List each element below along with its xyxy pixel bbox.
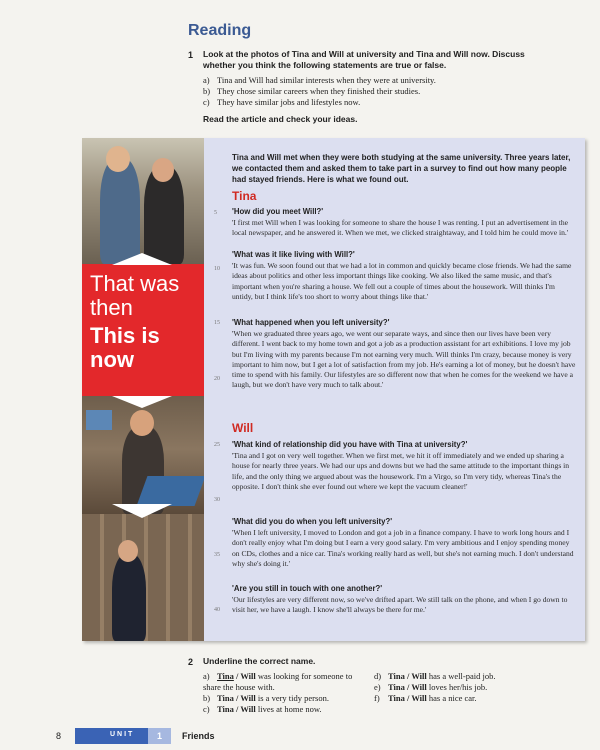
q1-option-c: c) They have similar jobs and lifestyles now. (203, 97, 361, 107)
section-title: Reading (188, 22, 252, 39)
question-2-number: 2 (188, 657, 194, 667)
question-2-text: Underline the correct name. (203, 656, 316, 666)
question-1-number: 1 (188, 50, 194, 60)
q1-option-b: b) They chose similar careers when they finished their studies. (203, 86, 421, 96)
arrow-down-icon (112, 504, 172, 518)
photo-university (82, 138, 204, 264)
line-number: 25 (214, 442, 220, 448)
article-intro: Tina and Will met when they were both studying at the same university. Three years later, we contacted them and asked them to take part in a survey to find out how many people had stayed friends. Here is what we found out. (232, 153, 571, 184)
q1-option-a: a) Tina and Will had similar interests when they were at university. (203, 75, 436, 85)
line-number: 30 (214, 497, 220, 503)
photo-tina-now (82, 396, 204, 514)
tina-answer-3: 'When we graduated three years ago, we went our separate ways, and since then our lives have been very different. I went back to my home town and got a job as a production assistant for art exhibitions. I love my job but I'm living with my parents because I'm not earning very much. Will thinks I'm crazy, because money is very important to him now, but I get a lot of satisfaction from my job. He's earning a lot of money, but he doesn't have time to spend with his family. Our lifestyles are so different now that when he comes for the weekend we have a laugh, but we don't have very much to talk about.' (232, 329, 576, 390)
unit-label: UNIT (110, 731, 135, 738)
will-question-1: 'What kind of relationship did you have with Tina at university?' (232, 440, 468, 449)
q2-option-a: a) Tina / Will was looking for someone to share the house with. (203, 671, 353, 692)
tina-answer-2: 'It was fun. We soon found out that we had a lot in common and quickly became close friends. We had the same ideas about politics and other less important things like cooking. We also liked the same music, and that's important when you're sharing a house. We fell out a couple of times about the housework. Will thinks I'm untidy, but I think life's too short to worry about things like that.' (232, 261, 572, 301)
unit-title: Friends (182, 731, 215, 741)
will-question-2: 'What did you do when you left university?' (232, 517, 393, 526)
arrow-up-icon (112, 253, 172, 265)
tina-question-1: 'How did you meet Will?' (232, 207, 324, 216)
will-heading: Will (232, 421, 254, 435)
line-number: 35 (214, 552, 220, 558)
q2-option-d: d) Tina / Will has a well-paid job. (374, 671, 496, 681)
q2-option-c: c) Tina / Will lives at home now. (203, 704, 322, 714)
arrow-down-icon (112, 396, 172, 408)
tina-answer-1: 'I first met Will when I was looking for someone to share the house I was renting. I put an advertisement in the local newspaper, and he answered it. When we met, we clicked straightaway, and I told him he could move in.' (232, 218, 569, 238)
line-number: 15 (214, 320, 220, 326)
question-1-text: Look at the photos of Tina and Will at university and Tina and Will now. Discuss whether you think the following statements are true or false. (203, 49, 525, 70)
line-number: 5 (214, 210, 217, 216)
q1-instruction: Read the article and check your ideas. (203, 114, 358, 124)
that-was-then-text: That was then (90, 271, 180, 320)
q2-option-e: e) Tina / Will loves her/his job. (374, 682, 488, 692)
tina-question-3: 'What happened when you left university?' (232, 318, 390, 327)
q2-option-b: b) Tina / Will is a very tidy person. (203, 693, 329, 703)
will-question-3: 'Are you still in touch with one another?' (232, 584, 383, 593)
unit-number: 1 (148, 728, 171, 744)
unit-bar (75, 728, 171, 744)
q2-option-f: f) Tina / Will has a nice car. (374, 693, 477, 703)
will-answer-2: 'When I left university, I moved to London and got a job in a finance company. I have to work long hours and I don't really enjoy what I'm doing but I earn a very good salary. I'm very ambitious and I enjoy spending money on CDs, clothes and a nice car. Tina's working really hard as well, but she's not earning much. I don't understand why she's doing it.' (232, 528, 574, 568)
tina-heading: Tina (232, 189, 257, 203)
this-is-now-text: This is now (90, 323, 160, 372)
then-now-panel (82, 264, 204, 396)
will-answer-1: 'Tina and I got on very well together. When we first met, we hit it off immediately and we ended up sharing a house for nearly three years. We had our ups and downs but we had the same attitude to the important things in life, and the only thing we argued about was the housework. I'm a Virgo, so I'm very tidy, whereas Tina's the opposite. I don't think she ever found out where we kept the vacuum cleaner!' (232, 451, 570, 491)
page-number: 8 (56, 731, 62, 741)
tina-question-2: 'What was it like living with Will?' (232, 250, 355, 259)
will-answer-3: 'Our lifestyles are very different now, so we've drifted apart. We still talk on the phone, and when I go down to visit her, we have a laugh. I know she'll always be there for me.' (232, 595, 568, 615)
line-number: 10 (214, 266, 220, 272)
line-number: 40 (214, 607, 220, 613)
line-number: 20 (214, 376, 220, 382)
photo-will-now (82, 514, 204, 641)
